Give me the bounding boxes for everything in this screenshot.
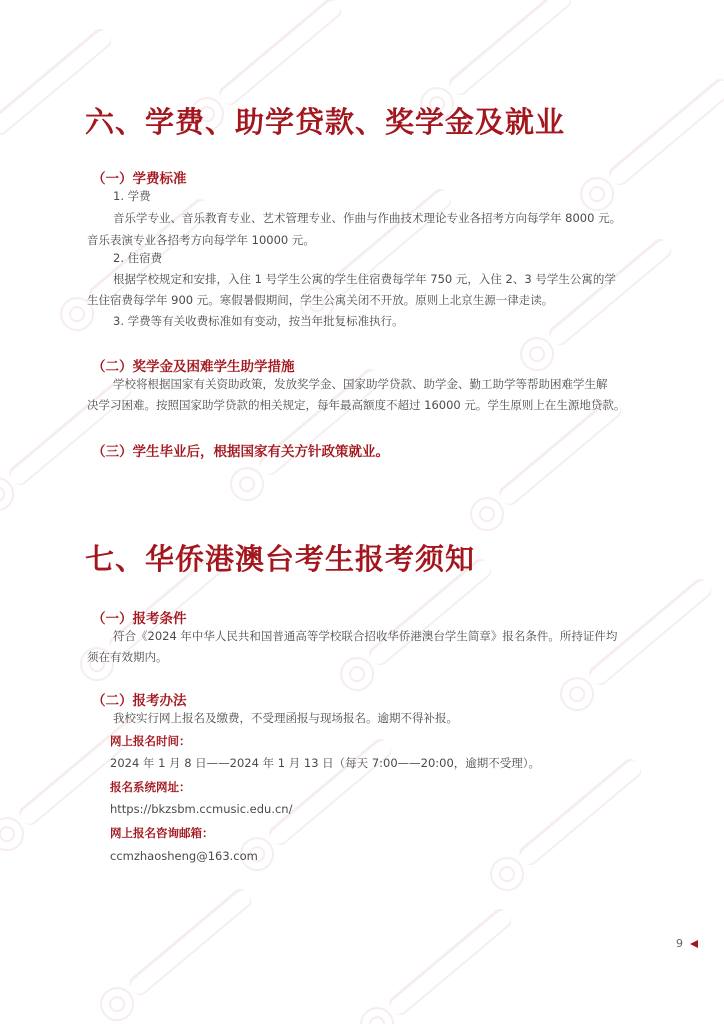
- accommodation-line1: 根据学校规定和安排，入住 1 号学生公寓的学生住宿费每学年 750 元，入住 2、3 号学生公寓的学: [113, 272, 616, 286]
- eligibility-line1: 符合《2024 年中华人民共和国普通高等学校联合招收华侨港澳台学生简章》报名条件。所持证件均: [113, 629, 618, 643]
- registration-time-value: 2024 年 1 月 8 日——2024 年 1 月 13 日（每天 7:00——20:00，逾期不受理）。: [110, 756, 541, 770]
- section6-sub2-heading: （二）奖学金及困难学生助学措施: [92, 359, 295, 375]
- section6-title: 六、学费、助学贷款、奖学金及就业: [85, 105, 566, 139]
- section7-title: 七、华侨港澳台考生报考须知: [85, 542, 476, 576]
- tuition-line1: 音乐学专业、音乐教育专业、艺术管理专业、作曲与作曲技术理论专业各招考方向每学年 8000 元。: [113, 211, 622, 225]
- scholarship-line2: 决学习困难。按照国家助学贷款的相关规定，每年最高额度不超过 16000 元。学生原则上在生源地贷款。: [87, 398, 626, 412]
- accommodation-line2: 生住宿费每学年 900 元。寒假暑假期间，学生公寓关闭不开放。原则上北京生源一律走读。: [87, 293, 554, 307]
- page-number-text: 9: [676, 937, 683, 950]
- accommodation-label: 2. 住宿费: [113, 251, 163, 265]
- section7-sub2-heading: （二）报考办法: [92, 693, 187, 709]
- registration-email-link[interactable]: ccmzhaosheng@163.com: [110, 849, 258, 863]
- eligibility-line2: 须在有效期内。: [87, 650, 168, 664]
- registration-url-link[interactable]: https://bkzsbm.ccmusic.edu.cn/: [110, 802, 293, 816]
- registration-time-label: 网上报名时间：: [110, 734, 191, 748]
- registration-url-label: 报名系统网址：: [110, 780, 191, 794]
- section7-sub1-heading: （一）报考条件: [92, 611, 187, 627]
- tuition-label: 1. 学费: [113, 189, 151, 203]
- section6-sub3-heading: （三）学生毕业后，根据国家有关方针政策就业。: [92, 444, 389, 460]
- triangle-marker-icon: [690, 940, 698, 948]
- registration-email-label: 网上报名咨询邮箱：: [110, 826, 214, 840]
- scholarship-line1: 学校将根据国家有关资助政策，发放奖学金、国家助学贷款、助学金、勤工助学等帮助困难学生解: [113, 377, 608, 391]
- section6-sub1-heading: （一）学费标准: [92, 171, 187, 187]
- tuition-line2: 音乐表演专业各招考方向每学年 10000 元。: [87, 233, 315, 247]
- fee-change-note: 3. 学费等有关收费标准如有变动，按当年批复标准执行。: [113, 314, 404, 328]
- page-number: [676, 937, 698, 950]
- registration-intro: 我校实行网上报名及缴费，不受理函报与现场报名。逾期不得补报。: [113, 711, 458, 725]
